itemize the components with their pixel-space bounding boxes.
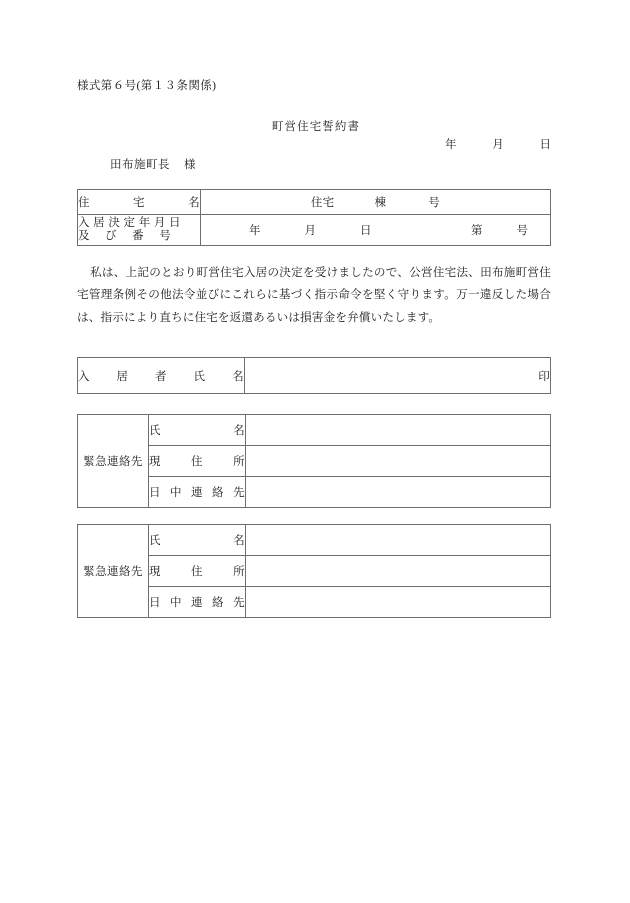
label-char: 氏 xyxy=(149,535,161,547)
page-title: 町営住宅誓約書 xyxy=(271,121,361,133)
label-char: 日 xyxy=(149,597,161,609)
emergency-contact-heading: 緊急連絡先 xyxy=(78,415,149,508)
label-char: 先 xyxy=(233,487,245,499)
number-prefix-label: 第 xyxy=(471,225,483,237)
housing-name-value[interactable] xyxy=(201,190,551,215)
date-year-label: 年 xyxy=(445,139,457,151)
label-char: 者 xyxy=(155,370,167,383)
housing-number-word: 号 xyxy=(428,197,441,209)
decision-date-fields xyxy=(249,222,372,238)
table-row xyxy=(78,446,551,477)
emergency-contact-heading: 緊急連絡先 xyxy=(78,525,149,618)
emergency-contact-table-2 xyxy=(77,524,551,618)
label-char: 名 xyxy=(188,197,200,209)
table-row xyxy=(78,358,551,394)
form-number: 様式第６号(第１３条関係) xyxy=(77,80,217,92)
label-char: 中 xyxy=(170,597,182,609)
label-char: 絡 xyxy=(212,487,224,499)
label-char: 日 xyxy=(149,487,161,499)
emergency-name-input[interactable] xyxy=(246,525,551,556)
label-line-2: 及 び 番 号 xyxy=(78,230,172,242)
day-label: 日 xyxy=(360,225,372,237)
date-month-label: 月 xyxy=(492,139,504,151)
label-char: 所 xyxy=(233,456,245,468)
label-char: 名 xyxy=(232,370,244,383)
table-row xyxy=(78,190,551,215)
label-char: 宅 xyxy=(133,197,145,209)
label-char: 住 xyxy=(78,197,90,209)
label-char: 入 xyxy=(78,370,90,383)
emergency-daytime-contact-input[interactable] xyxy=(246,587,551,618)
number-suffix-label: 号 xyxy=(516,225,528,237)
table-row xyxy=(78,215,551,246)
emergency-name-input[interactable] xyxy=(246,415,551,446)
table-row xyxy=(78,556,551,587)
table-row xyxy=(78,587,551,618)
label-char: 先 xyxy=(233,597,245,609)
emergency-name-label xyxy=(149,525,246,556)
label-char: 中 xyxy=(170,487,182,499)
label-char: 住 xyxy=(191,456,203,468)
label-char: 名 xyxy=(233,425,245,437)
statement-paragraph xyxy=(77,262,551,329)
emergency-address-label xyxy=(149,446,246,477)
date-line xyxy=(445,136,551,152)
label-char: 絡 xyxy=(212,597,224,609)
emergency-address-input[interactable] xyxy=(246,446,551,477)
housing-name-label xyxy=(78,190,201,215)
emergency-address-input[interactable] xyxy=(246,556,551,587)
emergency-daytime-contact-label xyxy=(149,587,246,618)
statement-text: 私は、上記のとおり町営住宅入居の決定を受けましたので、公営住宅法、田布施町営住宅管理条例その他法令並びにこれらに基づく指示命令を堅く守ります。万一違反した場合は、指示により直ちに住宅を返還あるいは損害金を弁償いたします。 xyxy=(77,266,551,324)
label-char: 名 xyxy=(233,535,245,547)
label-char: 居 xyxy=(116,370,129,383)
occupant-name-table xyxy=(77,357,551,394)
table-row xyxy=(78,477,551,508)
emergency-name-label xyxy=(149,415,246,446)
emergency-address-label xyxy=(149,556,246,587)
housing-info-table xyxy=(77,189,551,246)
housing-building-word: 棟 xyxy=(374,197,387,209)
housing-unit-word: 住宅 xyxy=(310,197,335,209)
label-char: 住 xyxy=(191,566,203,578)
date-day-label: 日 xyxy=(539,139,551,151)
emergency-daytime-contact-input[interactable] xyxy=(246,477,551,508)
decision-date-label xyxy=(78,215,201,246)
table-row xyxy=(78,525,551,556)
year-label: 年 xyxy=(249,225,261,237)
seal-mark: 印 xyxy=(538,370,550,383)
label-char: 所 xyxy=(233,566,245,578)
label-char: 現 xyxy=(149,566,161,578)
addressee-honorific: 様 xyxy=(184,159,196,171)
label-char: 氏 xyxy=(193,370,206,383)
label-char: 現 xyxy=(149,456,161,468)
label-char: 連 xyxy=(191,487,203,499)
label-line-1: 入 居 決 定 年 月 日 xyxy=(78,217,181,230)
occupant-name-label xyxy=(78,358,245,394)
label-char: 連 xyxy=(191,597,203,609)
decision-date-value[interactable] xyxy=(201,215,551,246)
addressee xyxy=(110,156,196,172)
label-char: 氏 xyxy=(149,425,161,437)
table-row xyxy=(78,415,551,446)
addressee-name: 田布施町長 xyxy=(110,159,170,171)
emergency-daytime-contact-label xyxy=(149,477,246,508)
emergency-contact-table-1 xyxy=(77,414,551,508)
month-label: 月 xyxy=(304,225,316,237)
decision-number-fields xyxy=(471,222,528,238)
occupant-name-input[interactable] xyxy=(245,358,551,394)
